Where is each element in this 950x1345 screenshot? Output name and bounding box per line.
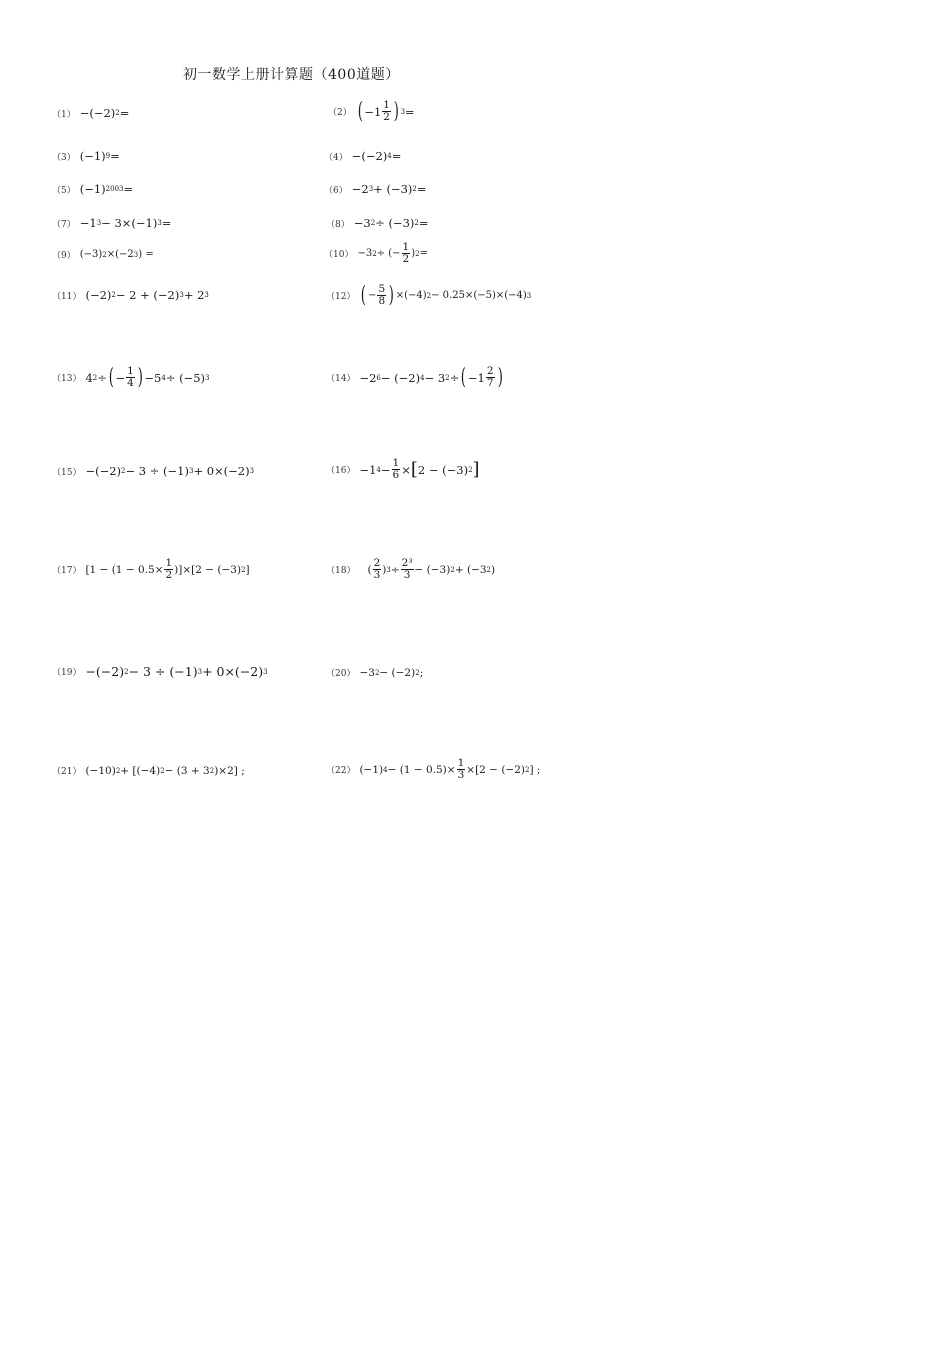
fraction: $\frac{2}{3}$ bbox=[373, 557, 381, 582]
problem-17 bbox=[52, 558, 250, 581]
expression: (−1) 4 − (1 − 0.5)× $\frac{1}{3}$ ×[2 − (−2) 2 ] ; bbox=[359, 757, 541, 782]
page-title: 初一数学上册计算题（400道题） bbox=[183, 67, 400, 83]
problem-number: （15） bbox=[52, 467, 82, 478]
expression: −(−2) 4 = bbox=[351, 149, 402, 163]
expression: (−3) 2 ×(−2 3 ) = bbox=[79, 249, 154, 260]
problem-10 bbox=[324, 242, 428, 265]
expression: −(−2) 2 = bbox=[79, 106, 130, 120]
fraction: $\frac{1}{6}$ bbox=[392, 457, 400, 482]
problem-number: （7） bbox=[52, 219, 76, 230]
problem-21 bbox=[52, 764, 245, 777]
problem-22 bbox=[326, 758, 540, 781]
fraction: $\frac{1}{4}$ bbox=[127, 365, 134, 390]
problem-5 bbox=[52, 182, 133, 196]
problem-number: （14） bbox=[326, 374, 356, 385]
problem-7 bbox=[52, 216, 171, 230]
expression: (−10) 2 + [(−4) 2 − (3 + 3 2 )×2] ; bbox=[85, 764, 245, 777]
fraction: $\frac{5}{8}$ bbox=[378, 283, 386, 308]
problem-number: （20） bbox=[326, 669, 356, 679]
problem-number: （4） bbox=[324, 152, 348, 163]
problem-number: （18） bbox=[326, 566, 356, 577]
expression: −3 2 − (−2) 2 ; bbox=[359, 666, 424, 679]
expression: (−2) 2 − 2 + (−2) 3 + 2 3 bbox=[85, 288, 209, 302]
problem-1 bbox=[52, 106, 129, 120]
expression: −(−2) 2 − 3 ÷ (−1) 3 + 0×(−2) 3 bbox=[85, 664, 268, 679]
expression: (−1) 9 = bbox=[79, 149, 120, 163]
problem-3 bbox=[52, 149, 120, 163]
problem-number: （11） bbox=[52, 291, 82, 302]
problem-number: （12） bbox=[326, 292, 356, 303]
expression: −1 4 − $\frac{1}{6}$ × [ 2 − (−3) 2 ] bbox=[359, 457, 480, 482]
problem-18 bbox=[326, 558, 495, 581]
problem-number: （8） bbox=[326, 219, 350, 230]
problem-number: （10） bbox=[324, 250, 354, 261]
problem-12 bbox=[326, 284, 531, 307]
problem-9 bbox=[52, 248, 154, 261]
fraction: $\frac{2}{7}$ bbox=[486, 365, 494, 390]
expression: [1 − (1 − 0.5× $\frac{1}{2}$ )]×[2 − (−3) 2 ] bbox=[85, 557, 250, 582]
problem-number: （5） bbox=[52, 185, 76, 196]
fraction: $\frac{1}{2}$ bbox=[165, 557, 173, 582]
expression: −2 6 − (−2) 4 − 3 2 ÷ ( −1 $\frac{2}{7}$ ) bbox=[359, 364, 503, 390]
problem-11 bbox=[52, 288, 209, 302]
problem-number: （22） bbox=[326, 766, 356, 777]
problem-15 bbox=[52, 464, 254, 478]
problem-number: （2） bbox=[328, 108, 352, 119]
problem-number: （13） bbox=[52, 374, 82, 385]
fraction: $\frac{1}{2}$ bbox=[383, 99, 390, 124]
expression: −2 3 + (−3) 2 = bbox=[351, 182, 427, 196]
problem-number: （17） bbox=[52, 566, 82, 577]
expression: ( $\frac{2}{3}$ ) 3 ÷ $\frac{\text{2³}}{3}$ − (−3) 2 + (−3 2 ) bbox=[367, 557, 496, 582]
problem-2 bbox=[328, 100, 415, 123]
problem-19 bbox=[52, 664, 268, 679]
problem-number: （16） bbox=[326, 466, 356, 477]
problem-number: （3） bbox=[52, 152, 76, 163]
fraction: $\frac{1}{2}$ bbox=[402, 241, 410, 266]
expression: −3 2 ÷ (−3) 2 = bbox=[353, 216, 429, 230]
problem-14 bbox=[326, 366, 504, 389]
problem-6 bbox=[324, 182, 426, 196]
problem-number: （6） bbox=[324, 185, 348, 196]
problem-4 bbox=[324, 149, 401, 163]
expression: −(−2) 2 − 3 ÷ (−1) 3 + 0×(−2) 3 bbox=[85, 464, 255, 478]
expression: −1 3 − 3×(−1) 3 = bbox=[79, 216, 172, 230]
fraction: $\frac{\text{2³}}{3}$ bbox=[401, 557, 413, 582]
problem-16 bbox=[326, 458, 480, 481]
fraction: $\frac{1}{3}$ bbox=[457, 757, 465, 782]
expression: (−1) 2003 = bbox=[79, 182, 134, 196]
problem-13 bbox=[52, 366, 210, 389]
expression: ( − $\frac{5}{8}$ ) ×(−4) 2 − 0.25×(−5)×(−4) 3 bbox=[361, 282, 532, 308]
problem-number: （19） bbox=[52, 668, 82, 678]
problem-20 bbox=[326, 666, 423, 679]
problem-number: （9） bbox=[52, 251, 76, 261]
problem-number: （1） bbox=[52, 109, 76, 120]
expression: −3 2 ÷ (− $\frac{1}{2}$ ) 2 = bbox=[357, 241, 428, 266]
problem-8 bbox=[326, 216, 428, 230]
problem-number: （21） bbox=[52, 767, 82, 777]
expression: 4 2 ÷ ( − $\frac{1}{4}$ ) −5 4 ÷ (−5) 3 bbox=[85, 364, 210, 390]
expression: ( −1 $\frac{1}{2}$ ) 3 = bbox=[357, 98, 415, 124]
